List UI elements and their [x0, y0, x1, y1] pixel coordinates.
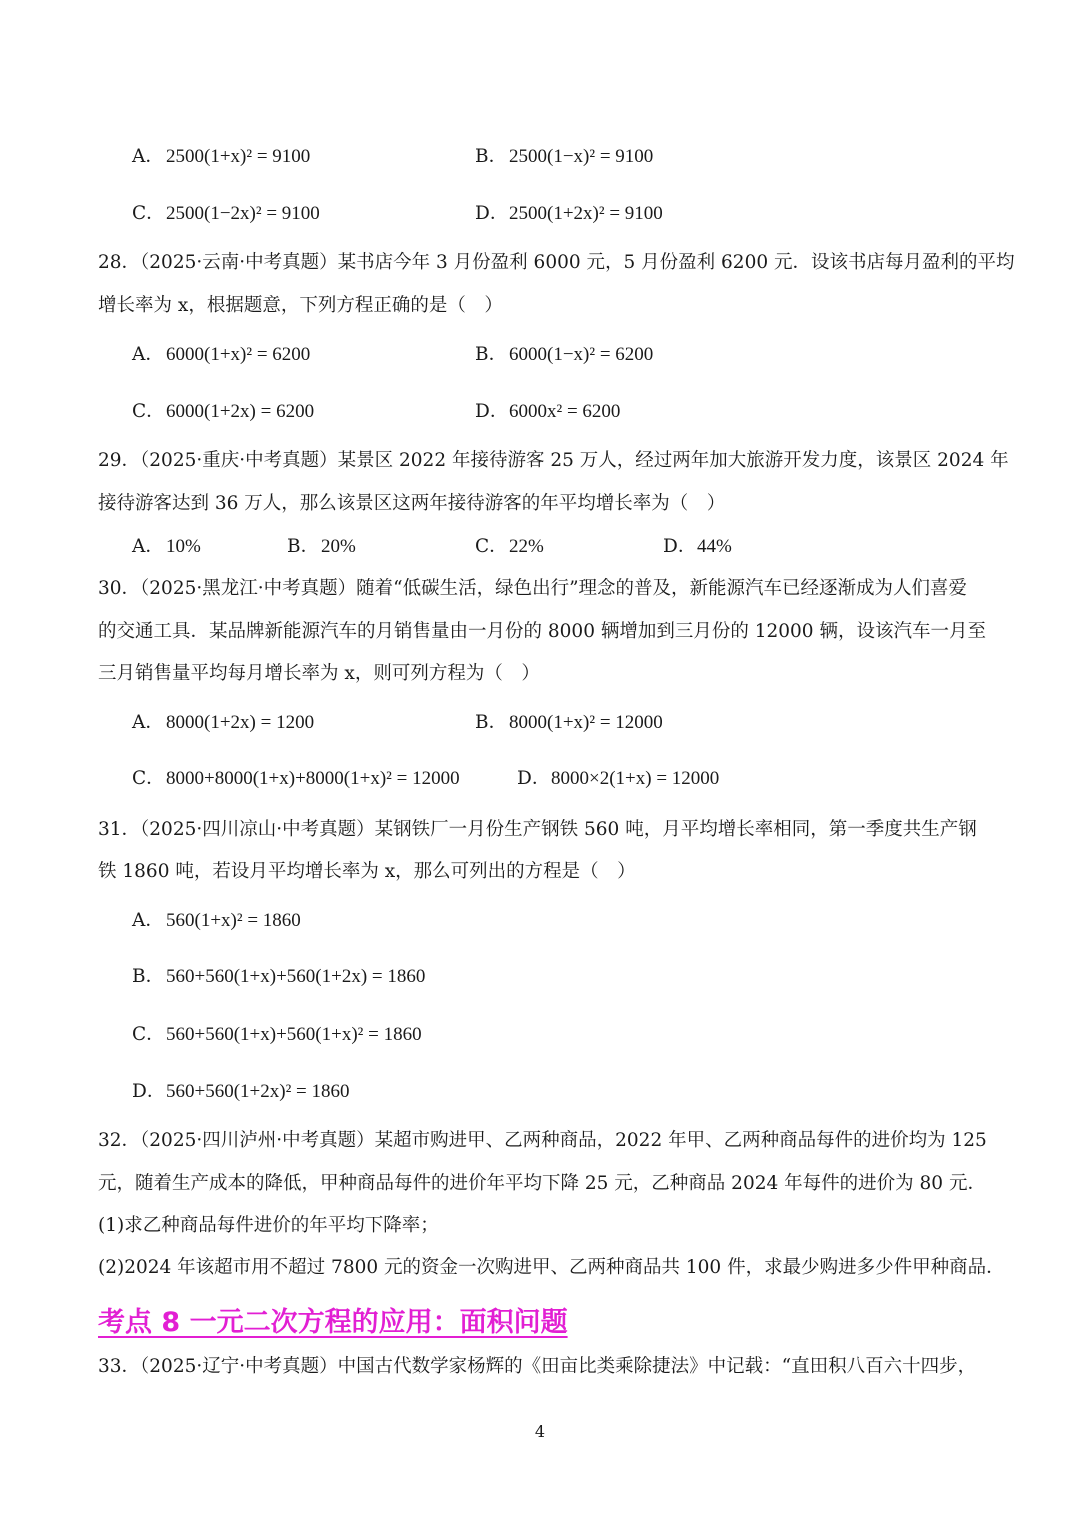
option-label: C． [475, 536, 508, 557]
option-label: B． [132, 966, 165, 987]
option-label: D． [475, 401, 509, 422]
q32-subquestion-2: (2)2024 年该超市用不超过 7800 元的资金一次购进甲、乙两种商品共 100 件，求最少购进多少件甲种商品． [98, 1257, 1005, 1278]
q31-stem-line-1: 31．（2025·四川凉山·中考真题）某钢铁厂一月份生产钢铁 560 吨，月平均增长率相同，第一季度共生产钢 [98, 819, 977, 840]
q30-stem-line-3: 三月销售量平均每月增长率为 x，则可列方程为（ ） [98, 663, 540, 684]
option-equation: 6000x² = 6200 [509, 401, 621, 422]
option-equation: 2500(1−2x)² = 9100 [166, 203, 320, 224]
option-label: A． [132, 344, 164, 365]
q30-option-d [517, 765, 719, 793]
option-equation: 2500(1+x)² = 9100 [166, 146, 311, 167]
q32-stem-line-1: 32．（2025·四川泸州·中考真题）某超市购进甲、乙两种商品，2022 年甲、乙两种商品每件的进价均为 125 [98, 1130, 987, 1151]
q27-option-b [475, 143, 653, 171]
option-label: B． [475, 344, 508, 365]
option-value: 22% [509, 536, 544, 557]
option-equation: 560+560(1+2x)² = 1860 [166, 1081, 350, 1102]
option-label: B． [475, 712, 508, 733]
q31-option-a [132, 907, 301, 935]
option-label: C． [132, 401, 165, 422]
q29-option-b [287, 533, 356, 561]
option-label: D． [475, 203, 509, 224]
q28-stem-line-2: 增长率为 x，根据题意，下列方程正确的是（ ） [98, 295, 503, 316]
q27-option-c [132, 200, 320, 228]
option-label: A． [132, 712, 164, 733]
q30-option-a [132, 709, 314, 737]
section-heading: 考点 8 一元二次方程的应用：面积问题 [98, 1307, 568, 1338]
q33-stem-line-1: 33．（2025·辽宁·中考真题）中国古代数学家杨辉的《田亩比类乘除捷法》中记载：“直田积八百六十四步， [98, 1356, 977, 1377]
q30-stem-line-1: 30．（2025·黑龙江·中考真题）随着“低碳生活，绿色出行”理念的普及，新能源汽车已经逐渐成为人们喜爱 [98, 578, 968, 599]
q32-subquestion-1: (1)求乙种商品每件进价的年平均下降率； [98, 1215, 439, 1236]
option-equation: 8000(1+x)² = 12000 [509, 712, 663, 733]
q31-option-c [132, 1021, 422, 1049]
option-label: D． [517, 768, 551, 789]
option-equation: 2500(1+2x)² = 9100 [509, 203, 663, 224]
option-equation: 6000(1−x)² = 6200 [509, 344, 654, 365]
option-equation: 560+560(1+x)+560(1+2x) = 1860 [166, 966, 426, 987]
q29-stem-line-1: 29．（2025·重庆·中考真题）某景区 2022 年接待游客 25 万人，经过两年加大旅游开发力度，该景区 2024 年 [98, 450, 1009, 471]
q30-option-b [475, 709, 663, 737]
q29-stem-line-2: 接待游客达到 36 万人，那么该景区这两年接待游客的年平均增长率为（ ） [98, 493, 726, 514]
option-label: A． [132, 536, 164, 557]
option-equation: 8000+8000(1+x)+8000(1+x)² = 12000 [166, 768, 460, 789]
page-number: 4 [534, 1422, 546, 1441]
q30-option-c [132, 765, 460, 793]
q28-option-a [132, 341, 310, 369]
option-equation: 560+560(1+x)+560(1+x)² = 1860 [166, 1024, 422, 1045]
q27-option-a [132, 143, 310, 171]
option-equation: 2500(1−x)² = 9100 [509, 146, 654, 167]
q28-option-d [475, 398, 620, 426]
option-label: A． [132, 910, 164, 931]
option-equation: 6000(1+2x) = 6200 [166, 401, 315, 422]
option-label: B． [475, 146, 508, 167]
option-value: 20% [321, 536, 356, 557]
option-equation: 6000(1+x)² = 6200 [166, 344, 311, 365]
q29-option-a [132, 533, 201, 561]
option-label: C． [132, 1024, 165, 1045]
q28-option-c [132, 398, 314, 426]
option-label: C． [132, 203, 165, 224]
q32-stem-line-2: 元，随着生产成本的降低，甲种商品每件的进价年平均下降 25 元，乙种商品 2024 年每件的进价为 80 元． [98, 1173, 986, 1194]
q28-option-b [475, 341, 653, 369]
option-label: B． [287, 536, 320, 557]
q31-option-d [132, 1078, 350, 1106]
option-value: 44% [697, 536, 732, 557]
option-label: C． [132, 768, 165, 789]
q30-stem-line-2: 的交通工具．某品牌新能源汽车的月销售量由一月份的 8000 辆增加到三月份的 12000 辆，设该汽车一月至 [98, 621, 986, 642]
option-label: A． [132, 146, 164, 167]
option-equation: 8000(1+2x) = 1200 [166, 712, 315, 733]
q31-stem-line-2: 铁 1860 吨，若设月平均增长率为 x，那么可列出的方程是（ ） [98, 861, 636, 882]
q28-stem-line-1: 28．（2025·云南·中考真题）某书店今年 3 月份盈利 6000 元，5 月份盈利 6200 元．设该书店每月盈利的平均 [98, 252, 1015, 273]
q31-option-b [132, 963, 425, 991]
q27-option-d [475, 200, 663, 228]
q29-option-d [663, 533, 732, 561]
q29-option-c [475, 533, 544, 561]
option-equation: 8000×2(1+x) = 12000 [551, 768, 720, 789]
option-equation: 560(1+x)² = 1860 [166, 910, 301, 931]
option-value: 10% [166, 536, 201, 557]
option-label: D． [663, 536, 697, 557]
option-label: D． [132, 1081, 166, 1102]
